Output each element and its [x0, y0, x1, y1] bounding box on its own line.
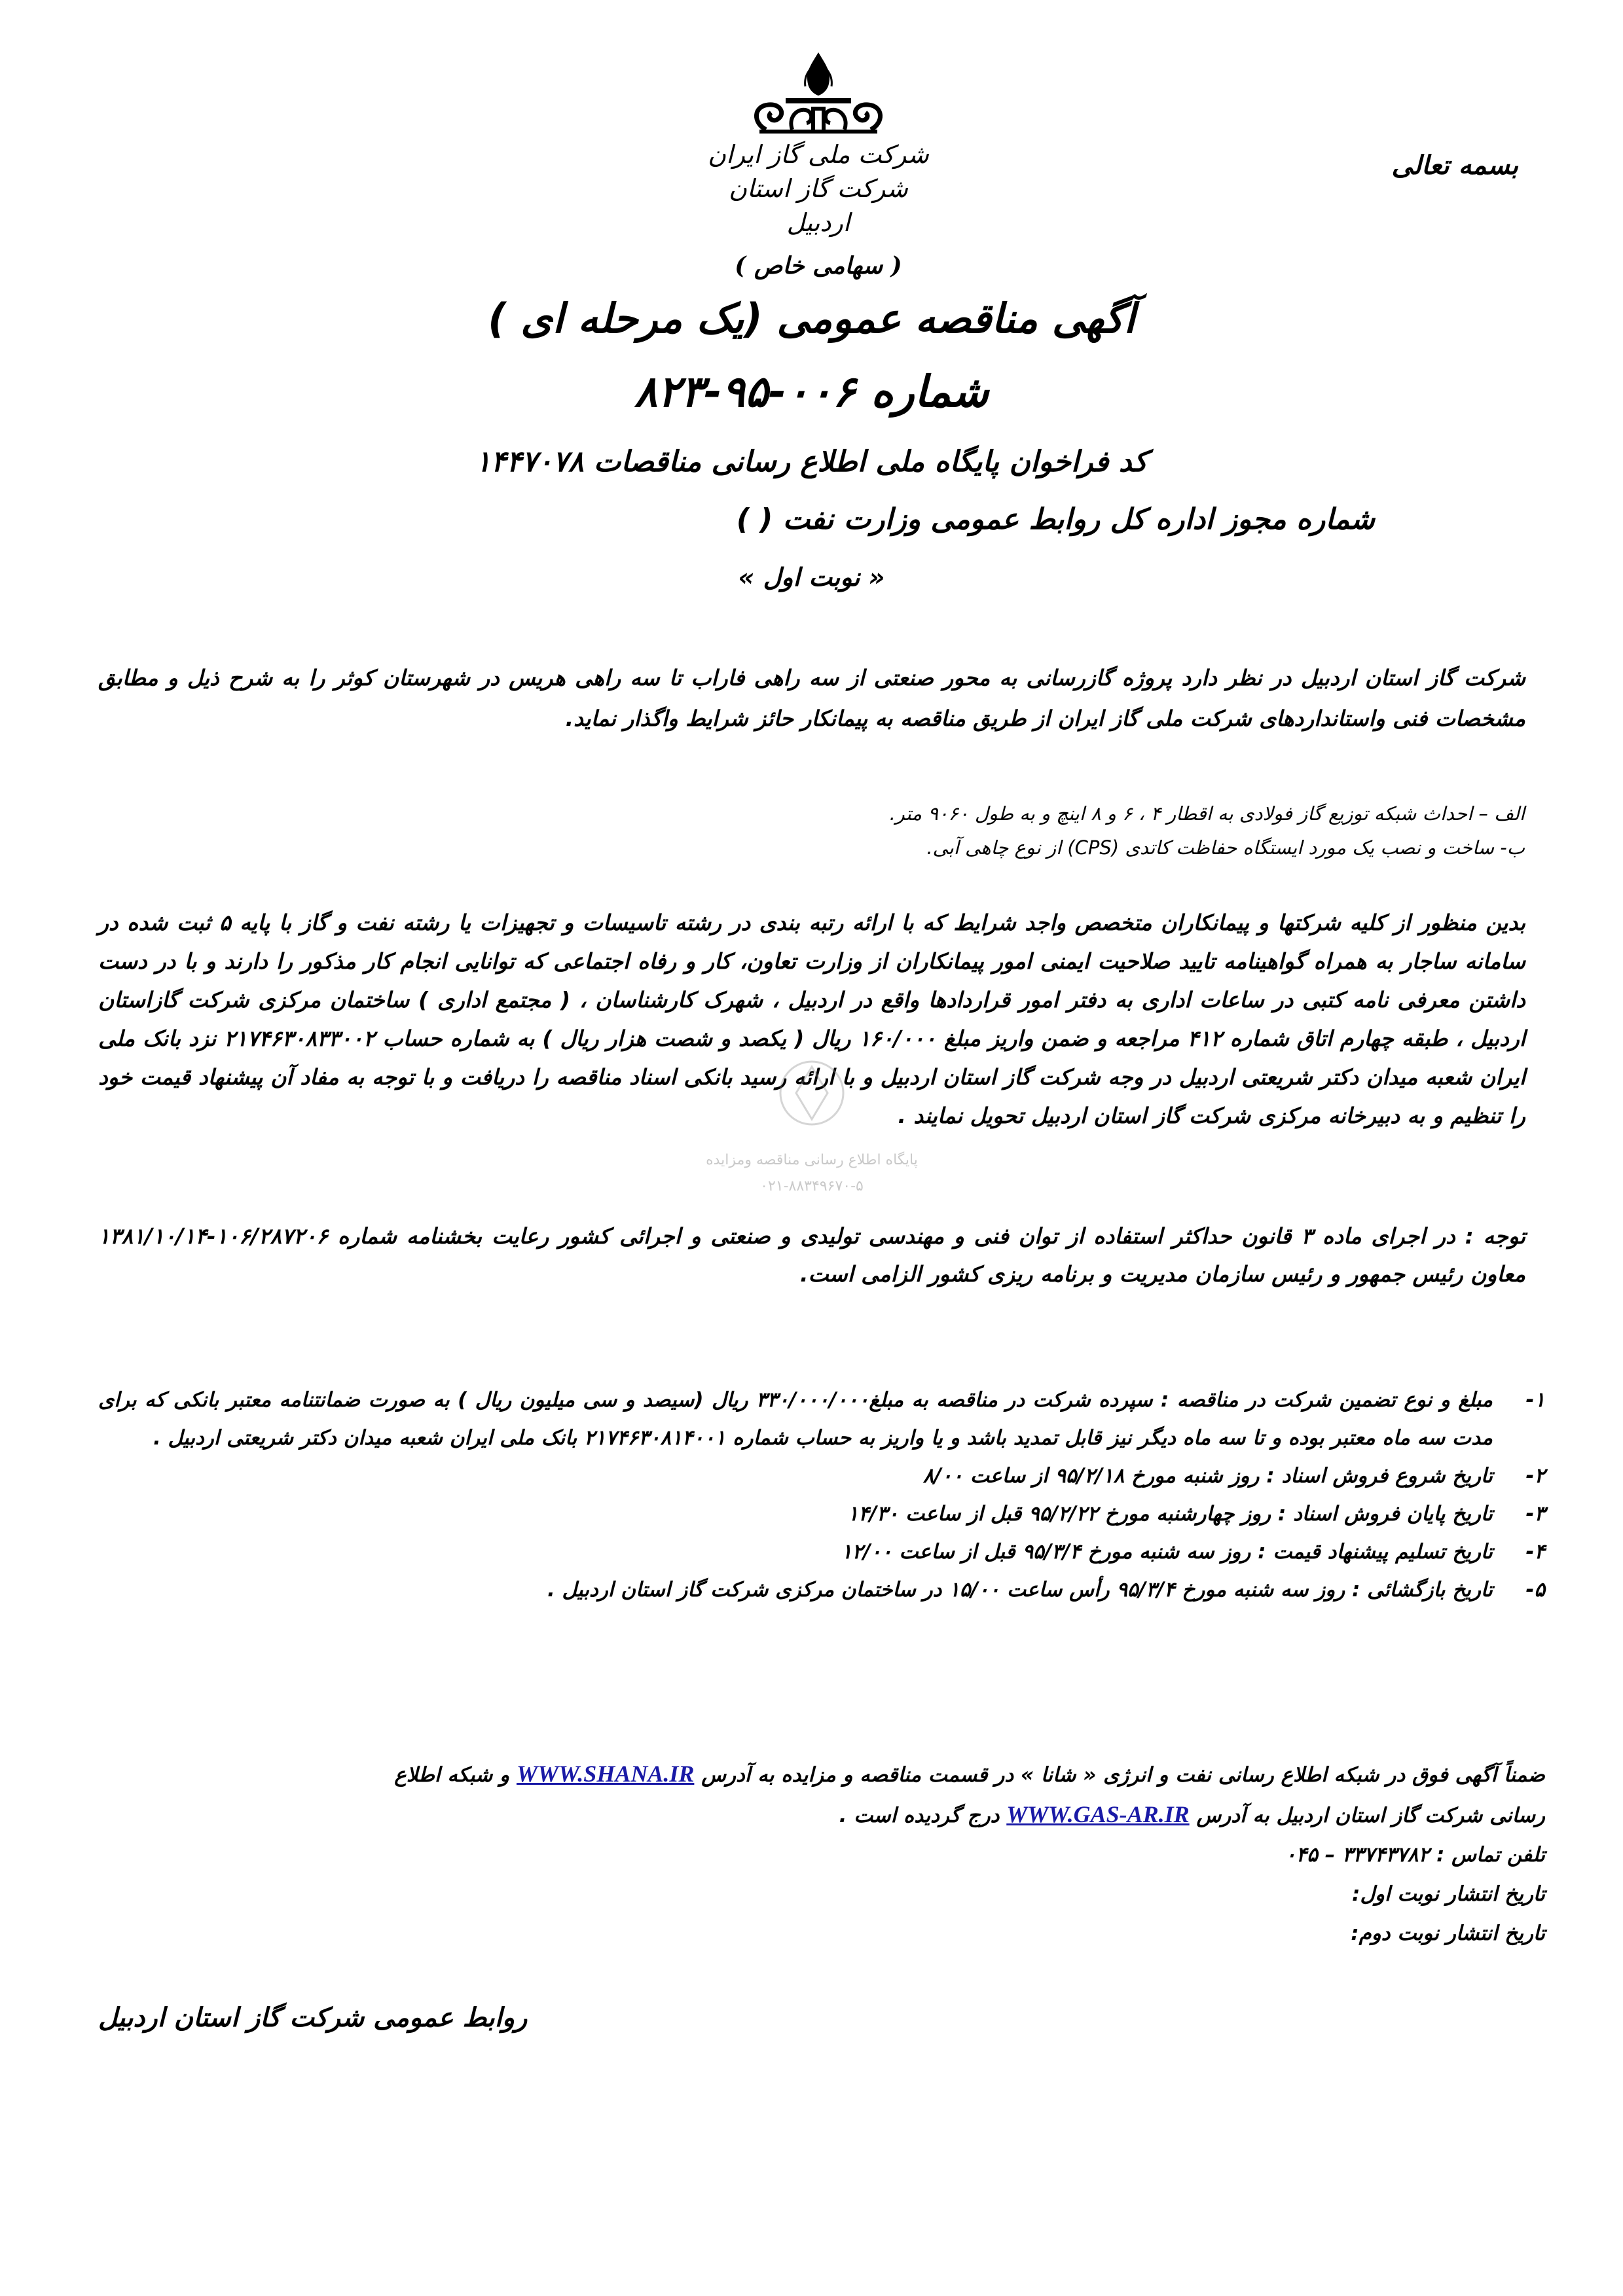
company-name-provincial: شرکت گاز استان اردبیل	[729, 174, 908, 237]
tender-title: آگهی مناقصه عمومی (یک مرحله ای )	[488, 295, 1135, 342]
note-paragraph: توجه : در اجرای ماده ۳ قانون حداکثر استفاده از توان فنی و مهندسی تولیدی و صنعتی و اجرائی کشور رعایت بخشنامه شماره ۱۰۶/۲۸۷۲۰۶-۱۳۸۱/۱۰/۱۴ معاون رئیس جمهور و رئیس سازمان مدیریت و برنامه ریزی کشور الزامی است.	[98, 1223, 1526, 1287]
company-name-national: شرکت ملی گاز ایران	[708, 140, 929, 169]
list-item-text: تاریخ بازگشائی : روز سه شنبه مورخ ۹۵/۳/۴ رأس ساعت ۱۵/۰۰ در ساختمان مرکزی شرکت گاز استان اردبیل .	[547, 1578, 1493, 1602]
watermark-text: پایگاه اطلاع رسانی مناقصه ومزایده	[706, 1152, 918, 1168]
list-item-number: ۲-	[1525, 1464, 1545, 1488]
contact-phone: تلفن تماس : ۳۳۷۴۳۷۸۲ – ۰۴۵	[1285, 1843, 1545, 1867]
list-item-number: ۳-	[1525, 1502, 1545, 1526]
list-item	[98, 1495, 1545, 1533]
scope-item-b: ب- ساخت و نصب یک مورد ایستگاه حفاظت کاتدی (CPS) از نوع چاهی آبی.	[926, 836, 1525, 859]
tender-code-line: کد فراخوان پایگاه ملی اطلاع رسانی مناقصات ۱۴۴۷۰۷۸	[475, 445, 1148, 478]
list-item-text: تاریخ تسلیم پیشنهاد قیمت : روز سه شنبه مورخ ۹۵/۳/۴ قبل از ساعت ۱۲/۰۰	[841, 1540, 1493, 1564]
list-item-number: ۴-	[1525, 1540, 1545, 1564]
list-item-text: تاریخ شروع فروش اسناد : روز شنبه مورخ ۹۵/۲/۱۸ از ساعت ۸/۰۰	[922, 1464, 1493, 1488]
list-item	[98, 1457, 1545, 1495]
permit-number-line: شماره مجوز اداره کل روابط عمومی وزارت نفت ( )	[736, 503, 1375, 536]
signature: روابط عمومی شرکت گاز استان اردبیل	[98, 2003, 528, 2033]
list-item-number: ۱-	[1525, 1388, 1545, 1412]
list-item	[98, 1381, 1545, 1457]
publish-date-first: تاریخ انتشار نوبت اول:	[1352, 1882, 1545, 1906]
list-item-number: ۵-	[1525, 1578, 1545, 1602]
company-logo	[694, 46, 943, 283]
body-paragraph: بدین منظور از کلیه شرکتها و پیمانکاران متخصص واجد شرایط که با ارائه رتبه بندی در رشته تاسیسات و تجهیزات یا رشته نفت و گاز با پایه ۵ ثبت شده در سامانه ساجار به همراه گواهینامه تایید صلاحیت ایمنی امور پیمانکاران از وزارت تعاون، کار و رفاه اجتماعی که توانایی انجام کار مذکور را دارند و با در دست داشتن معرفی نامه کتبی در ساعات اداری به دفتر امور قراردادها واقع در اردبیل ، شهرک کارشناسان ، ( مجتمع اداری ) ساختمان مرکزی شرکت گازاستان اردبیل ، طبقه چهارم اتاق شماره ۴۱۲ مراجعه و ضمن واریز مبلغ ۱۶۰/۰۰۰ ریال ( یکصد و شصت هزار ریال ) به شماره حساب ۲۱۷۴۶۳۰۸۳۳۰۰۲ نزد بانک ملی ایران شعبه میدان دکتر شریعتی اردبیل در وجه شرکت گاز استان اردبیل و با ارائه رسید بانکی اسناد مناقصه را دریافت و با توجه به مفاد آن پیشنهاد قیمت خود را تنظیم و به دبیرخانه مرکزی شرکت گاز استان اردبیل تحویل نمایند .	[98, 910, 1526, 1128]
list-item	[98, 1571, 1545, 1609]
footer-line-1	[98, 1754, 1545, 1795]
intro-paragraph: شرکت گاز استان اردبیل در نظر دارد پروژه گازرسانی به محور صنعتی از سه راهی فاراب تا سه راهی هریس در شهرستان کوثر را به شرح ذیل و مطابق مشخصات فنی واستانداردهای شرکت ملی گاز ایران از طریق مناقصه به پیمانکار حائز شرایط واگذار نماید.	[98, 665, 1525, 731]
conditions-list	[98, 1381, 1545, 1609]
gas-ar-link[interactable]: WWW.GAS-AR.IR	[1006, 1801, 1190, 1827]
watermark-emblem-icon	[746, 1054, 877, 1145]
list-item-text: مبلغ و نوع تضمین شرکت در مناقصه : سپرده شرکت در مناقصه به مبلغ۳۳۰/۰۰۰/۰۰۰ ریال (سیصد و سی میلیون ریال ) به صورت ضمانتنامه معتبر بانکی که برای مدت سه ماه معتبر بوده و تا سه ماه دیگر نیز قابل تمدید باشد و یا واریز به حساب شماره ۲۱۷۴۶۳۰۸۱۴۰۰۱ بانک ملی ایران شعبه میدان دکتر شریعتی اردبیل .	[98, 1388, 1493, 1450]
footer-line-2	[98, 1795, 1545, 1835]
footer-gas-text-end: درج گردیده است .	[839, 1804, 1000, 1827]
footer-gas-text: رسانی شرکت گاز استان اردبیل به آدرس	[1196, 1804, 1545, 1827]
watermark	[629, 1054, 995, 1224]
list-item-text: تاریخ پایان فروش اسناد : روز چهارشنبه مورخ ۹۵/۲/۲۲ قبل از ساعت ۱۴/۳۰	[847, 1502, 1493, 1526]
gas-company-emblem-icon	[740, 46, 897, 137]
footer-shana-text-end: و شبکه اطلاع	[394, 1763, 510, 1787]
tender-number: شماره ۰۰۶-۹۵-۸۲۳	[634, 367, 989, 417]
shana-link[interactable]: WWW.SHANA.IR	[516, 1761, 695, 1787]
company-type: ( سهامی خاص )	[735, 252, 902, 279]
footer-info	[98, 1754, 1545, 1953]
scope-item-a: الف – احداث شبکه توزیع گاز فولادی به اقطار ۴ ، ۶ و ۸ اینچ و به طول ۹۰۶۰ متر.	[889, 802, 1525, 825]
footer-shana-text: ضمناً آگهی فوق در شبکه اطلاع رسانی نفت و انرژی « شانا » در قسمت مناقصه و مزایده به آدرس	[701, 1763, 1545, 1787]
watermark-phone: ۰۲۱-۸۸۳۴۹۶۷۰-۵	[760, 1178, 864, 1194]
publish-date-second: تاریخ انتشار نوبت دوم:	[1351, 1922, 1545, 1945]
publication-round: « نوبت اول »	[738, 563, 885, 592]
list-item	[98, 1533, 1545, 1571]
invocation-text: بسمه تعالی	[1391, 151, 1518, 181]
